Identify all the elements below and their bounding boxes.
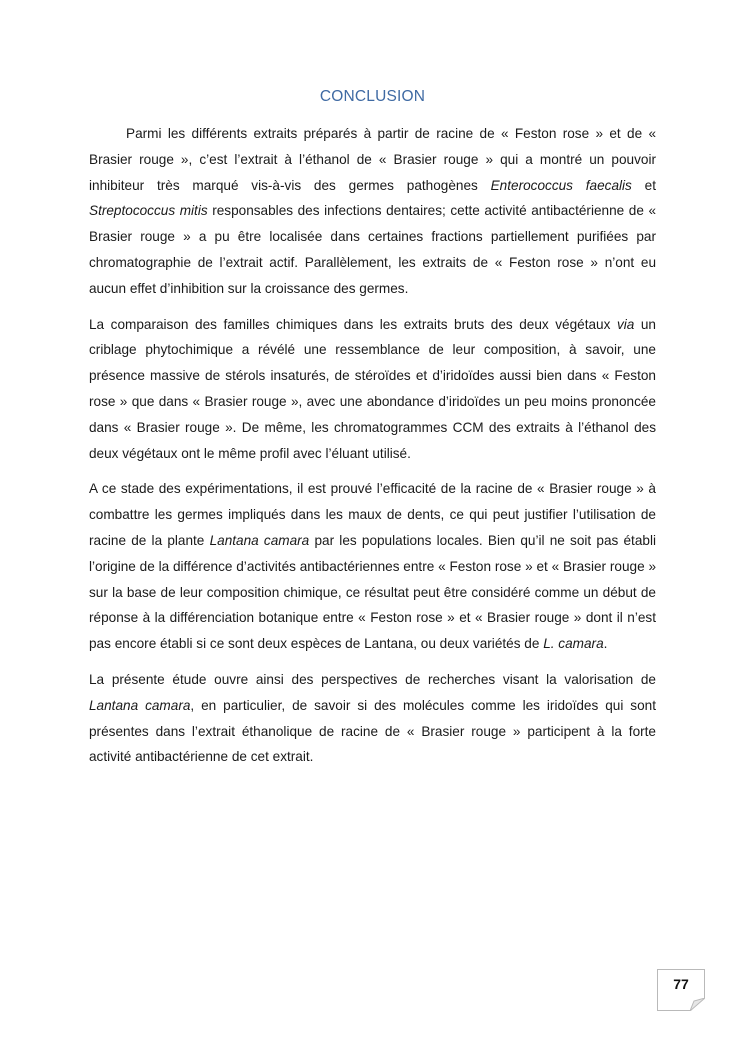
page-number: 77: [673, 976, 689, 992]
text-segment: A ce stade des expérimentations, il est prouvé l’efficacité de la racine de « Brasier rouge » à combattre les germes impliqués dans les maux de dents, ce qui peut justifier l’utilisation de racine de la plante: [89, 481, 656, 548]
italic-segment: via: [616, 316, 635, 332]
italic-segment: Streptococcus mitis: [89, 203, 208, 219]
page-title: CONCLUSION: [319, 88, 426, 105]
text-segment: .: [603, 636, 608, 652]
italic-segment: Enterococcus faecalis: [490, 177, 632, 193]
text-segment: Parmi les différents extraits préparés à partir de racine de « Feston rose » et de « Brasier rouge », c’est l’extrait à l’éthanol de « Brasier rouge » qui a montré un pouvoir inhibiteur très marqué vis-à-vis des germes pathogènes: [89, 126, 656, 193]
text-segment: par les populations locales. Bien qu’il ne soit pas établi l’origine de la différence d’activités antibactériennes entre « Feston rose » et « Brasier rouge » sur la base de leur composition chimique, ce résultat peut être considéré comme un début de réponse à la différenciation botanique entre « Feston rose » et « Brasier rouge » dont il n’est pas encore établi si ce sont deux espèces de Lantana, ou deux variétés de: [89, 532, 656, 652]
italic-segment: L. camara: [543, 636, 604, 652]
paragraph-2: [89, 312, 656, 467]
paragraph-4: [89, 667, 656, 770]
text-segment: un criblage phytochimique a révélé une ressemblance de leur composition, à savoir, une présence massive de stérols insaturés, de stéroïdes et d’iridoïdes aussi bien dans « Feston rose » que dans « Brasier rouge », avec une abondance d’iridoïdes un peu moins prononcée dans « Brasier rouge ». De même, les chromatogrammes CCM des extraits à l’éthanol des deux végétaux ont le même profil avec l’éluant utilisé.: [89, 316, 656, 461]
text-segment: La comparaison des familles chimiques dans les extraits bruts des deux végétaux: [89, 316, 617, 332]
paragraph-1: [89, 121, 656, 302]
italic-segment: Lantana camara: [209, 532, 310, 548]
paragraph-3: [89, 476, 656, 657]
text-segment: et: [631, 177, 656, 193]
text-segment: La présente étude ouvre ainsi des perspectives de recherches visant la valorisation de: [89, 671, 656, 687]
text-segment: , en particulier, de savoir si des molécules comme les iridoïdes qui sont présentes dans l’extrait éthanolique de racine de « Brasier rouge » participent à la forte activité antibactérienne de cet extrait.: [89, 697, 656, 765]
conclusion-body: [89, 121, 656, 780]
italic-segment: Lantana camara: [89, 697, 191, 713]
page-corner-fold-icon: [690, 998, 705, 1011]
text-segment: responsables des infections dentaires; cette activité antibactérienne de « Brasier rouge » a pu être localisée dans certaines fractions partiellement purifiées par chromatographie de l’extrait actif. Parallèlement, les extraits de « Feston rose » n’ont eu aucun effet d’inhibition sur la croissance des germes.: [89, 203, 656, 296]
